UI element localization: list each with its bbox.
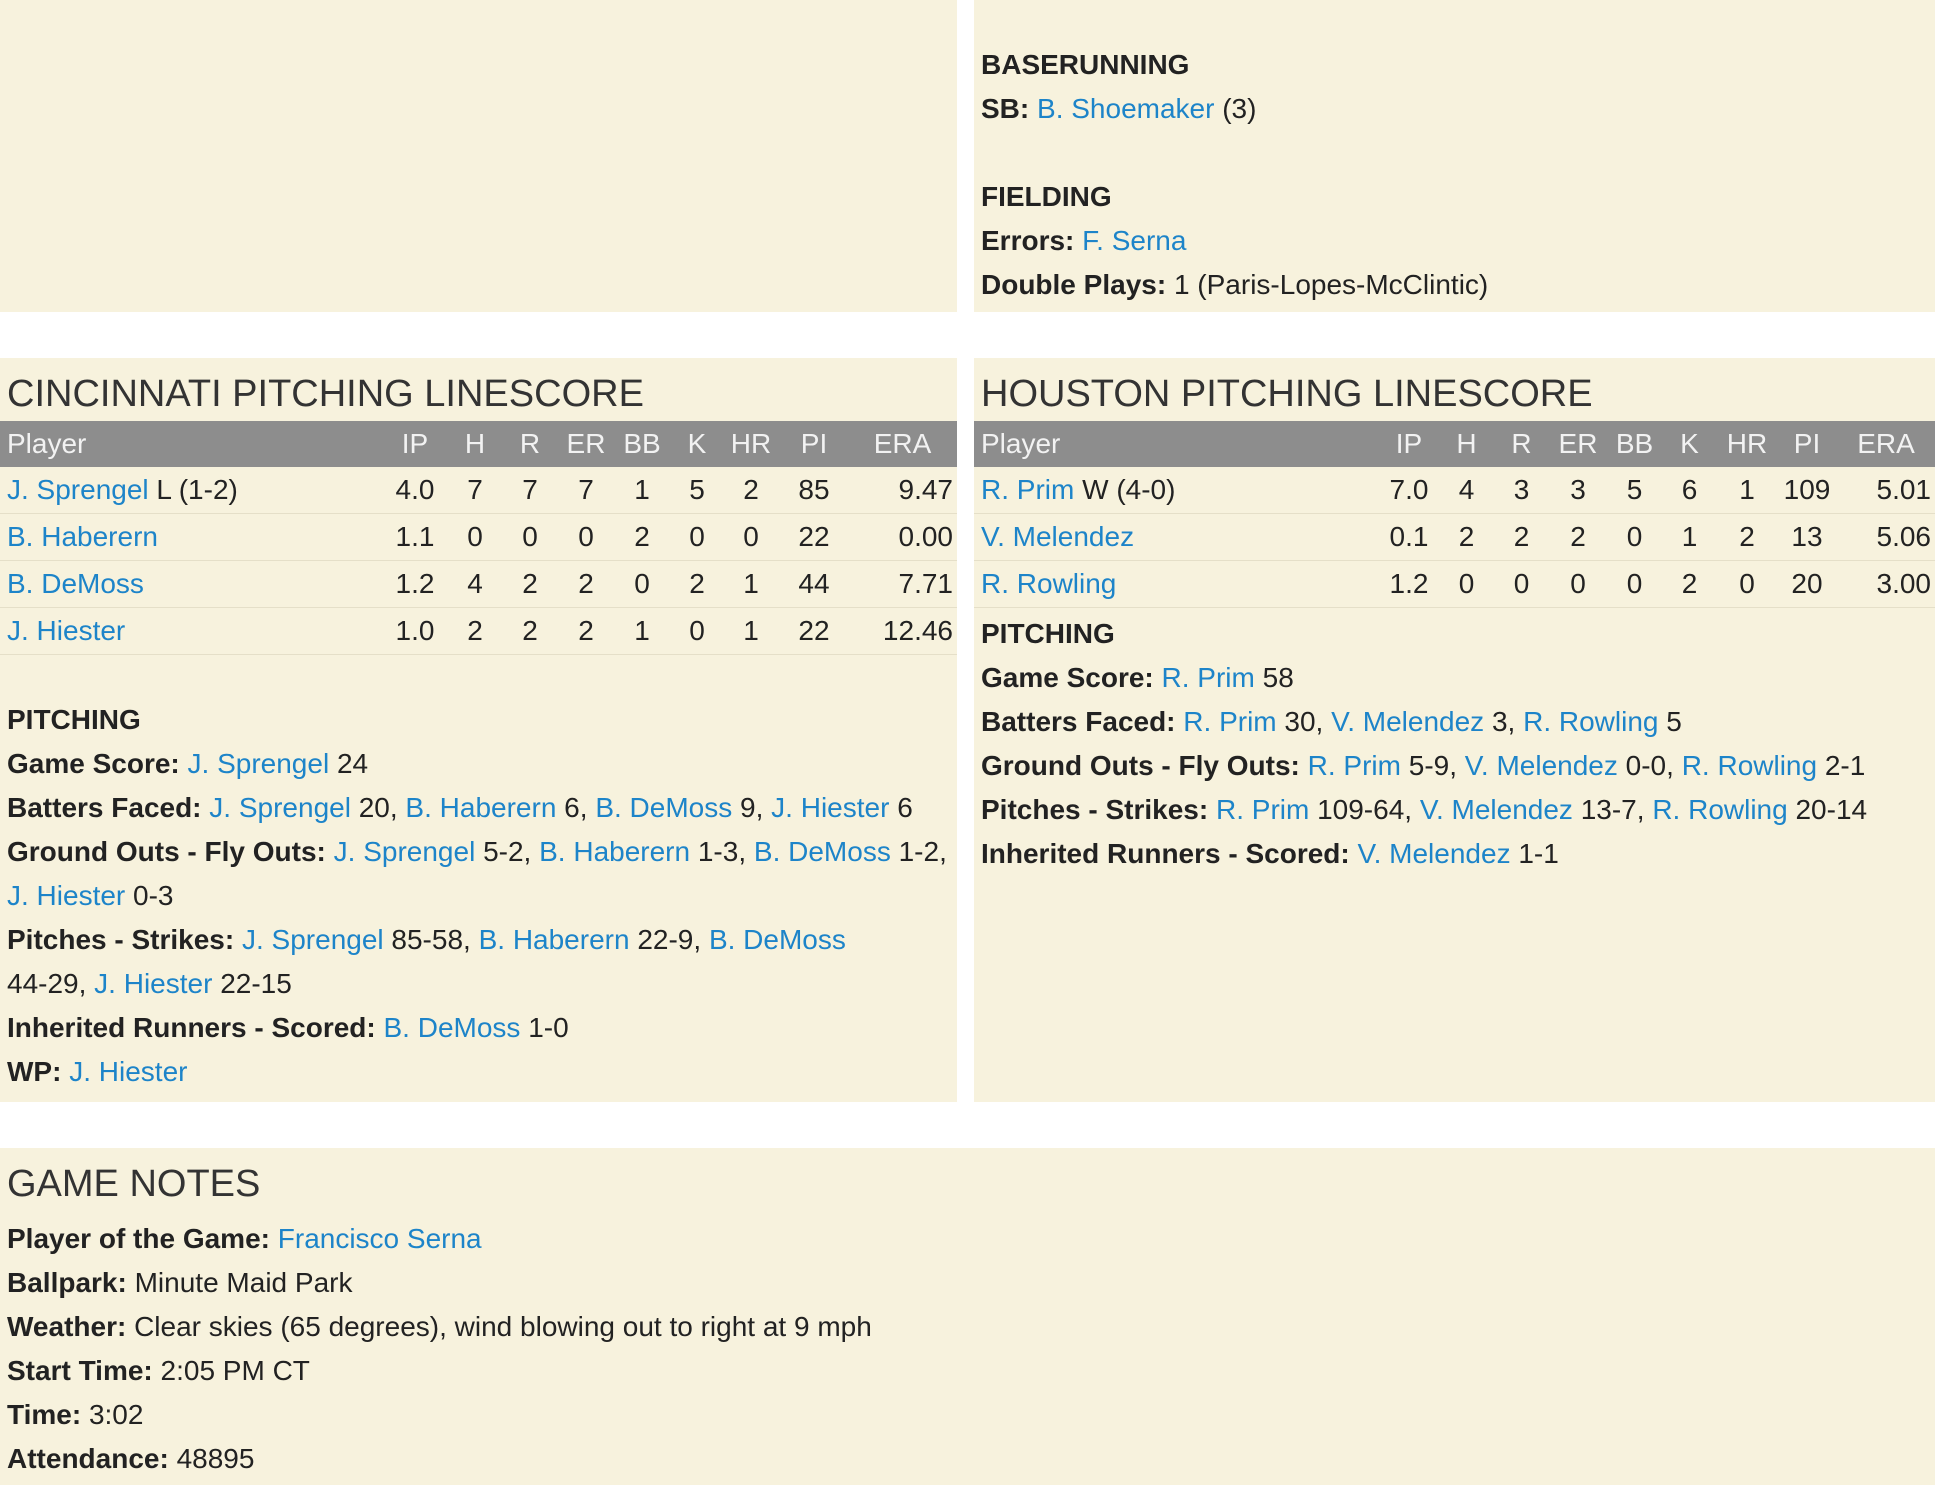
start-time-value: 2:05 PM CT [152, 1355, 310, 1386]
fielding-heading: FIELDING [981, 181, 1112, 212]
stat-cell-pi: 22 [780, 514, 848, 561]
stat-list [242, 924, 846, 955]
player-cell [974, 514, 1379, 561]
player-link[interactable]: R. Prim [1215, 794, 1310, 825]
player-link[interactable]: B. DeMoss [753, 836, 891, 867]
stat-list [69, 1056, 187, 1087]
player-link[interactable]: J. Sprengel [241, 924, 384, 955]
stat-cell-pi: 44 [780, 561, 848, 608]
stat-cell-k: 2 [672, 561, 722, 608]
player-link[interactable]: B. DeMoss [708, 924, 846, 955]
stat-cell-bb: 5 [1607, 467, 1662, 514]
start-time-line [7, 1349, 310, 1393]
stat-cell-hr: 0 [1717, 561, 1777, 608]
stat-cell-hr: 1 [1717, 467, 1777, 514]
table-row [974, 467, 1935, 514]
game-time-line [7, 1393, 143, 1437]
player-link[interactable]: V. Melendez [1419, 794, 1573, 825]
stat-value: 9, [732, 792, 772, 823]
stat-list [1183, 706, 1682, 737]
errors-line [981, 219, 1186, 263]
stat-cell-h: 2 [450, 608, 500, 655]
cincinnati-pitching-panel [0, 358, 957, 1102]
player-link[interactable]: J. Sprengel [333, 836, 476, 867]
stat-cell-h: 4 [1439, 467, 1494, 514]
table-row [0, 608, 957, 655]
stat-cell-k: 0 [672, 608, 722, 655]
stat-cell-pi: 109 [1777, 467, 1837, 514]
player-cell [0, 514, 380, 561]
stat-value: 5-2, [475, 836, 540, 867]
column-header: PI [780, 421, 848, 467]
player-of-game-label: Player of the Game: [7, 1223, 270, 1254]
player-link[interactable]: V. Melendez [1464, 750, 1618, 781]
stat-cell-pi: 22 [780, 608, 848, 655]
stolen-bases-line [981, 87, 1256, 131]
stat-cell-ip: 4.0 [380, 467, 450, 514]
stat-cell-era: 5.01 [1837, 467, 1935, 514]
stat-cell-ip: 7.0 [1379, 467, 1439, 514]
groundouts-flyouts-label: Ground Outs - Fly Outs: [7, 836, 326, 867]
column-header: H [1439, 421, 1494, 467]
stat-cell-r: 2 [500, 561, 560, 608]
player-link[interactable]: B. DeMoss [595, 792, 733, 823]
baserunning-heading: BASERUNNING [981, 49, 1190, 80]
player-link[interactable]: J. Hiester [69, 1056, 188, 1087]
stat-cell-k: 6 [1662, 467, 1717, 514]
groundouts-flyouts-line [7, 830, 947, 874]
column-header: BB [1607, 421, 1662, 467]
column-header: H [450, 421, 500, 467]
stat-cell-er: 3 [1549, 467, 1607, 514]
inherited-runners-line [7, 1006, 569, 1050]
stat-cell-k: 0 [672, 514, 722, 561]
column-header: Player [974, 421, 1379, 467]
player-cell [0, 608, 380, 655]
player-link[interactable]: B. Shoemaker [1037, 93, 1215, 124]
pitches-strikes-line [7, 918, 846, 962]
errors-label: Errors: [981, 225, 1075, 256]
stat-cell-pi: 20 [1777, 561, 1837, 608]
player-link[interactable]: R. Prim [1161, 662, 1255, 693]
stat-cell-r: 0 [1494, 561, 1549, 608]
stat-list [384, 1012, 569, 1043]
stat-list [334, 836, 947, 867]
stat-cell-h: 4 [450, 561, 500, 608]
player-link[interactable]: J. Hiester [94, 968, 213, 999]
houston-linescore-title: HOUSTON PITCHING LINESCORE [981, 373, 1593, 415]
stat-cell-ip: 0.1 [1379, 514, 1439, 561]
stat-cell-bb: 1 [612, 467, 672, 514]
stat-cell-h: 2 [1439, 514, 1494, 561]
groundouts-flyouts-line [981, 744, 1865, 788]
stat-cell-hr: 0 [722, 514, 780, 561]
player-link[interactable]: R. Prim [1183, 706, 1277, 737]
weather-label: Weather: [7, 1311, 127, 1342]
stat-value: 20, [350, 792, 406, 823]
stat-list [1162, 662, 1294, 693]
player-cell [0, 467, 380, 514]
column-header: IP [1379, 421, 1439, 467]
player-cell [974, 467, 1379, 514]
double-plays-label: Double Plays: [981, 269, 1167, 300]
stat-value: 1-3, [690, 836, 754, 867]
stat-cell-k: 5 [672, 467, 722, 514]
stat-cell-era: 0.00 [848, 514, 957, 561]
player-link[interactable]: B. Haberern [405, 792, 557, 823]
table-row [0, 467, 957, 514]
stat-list [1308, 750, 1866, 781]
column-header: IP [380, 421, 450, 467]
game-time-value: 3:02 [81, 1399, 144, 1430]
stat-cell-bb: 0 [612, 561, 672, 608]
stat-cell-bb: 2 [612, 514, 672, 561]
stat-cell-r: 2 [1494, 514, 1549, 561]
stat-cell-bb: 0 [1607, 514, 1662, 561]
column-header: PI [1777, 421, 1837, 467]
game-score-label: Game Score: [7, 748, 180, 779]
game-score-line [981, 656, 1294, 700]
stat-cell-k: 2 [1662, 561, 1717, 608]
stat-value: 1-0 [520, 1012, 569, 1043]
player-link[interactable]: B. DeMoss [7, 568, 144, 599]
stat-cell-ip: 1.1 [380, 514, 450, 561]
stat-value: 22-15 [212, 968, 292, 999]
player-link[interactable]: V. Melendez [1331, 706, 1485, 737]
table-row [0, 514, 957, 561]
stat-cell-hr: 2 [722, 467, 780, 514]
stat-cell-era: 3.00 [1837, 561, 1935, 608]
table-row [0, 561, 957, 608]
pitches-strikes-line [981, 788, 1867, 832]
stat-value: 44-29, [7, 968, 95, 999]
stat-cell-r: 7 [500, 467, 560, 514]
stat-cell-era: 9.47 [848, 467, 957, 514]
sb-label: SB: [981, 93, 1030, 124]
player-link[interactable]: R. Rowling [1681, 750, 1818, 781]
stat-cell-pi: 13 [1777, 514, 1837, 561]
stat-cell-bb: 0 [1607, 561, 1662, 608]
pitches-strikes-label: Pitches - Strikes: [981, 794, 1209, 825]
stat-cell-r: 2 [500, 608, 560, 655]
column-header: R [1494, 421, 1549, 467]
player-cell [974, 561, 1379, 608]
stat-list [1358, 838, 1559, 869]
stat-cell-hr: 1 [722, 561, 780, 608]
houston-pitching-panel [974, 358, 1935, 1102]
stat-value: 22-9, [629, 924, 709, 955]
stat-value: 1-2, [890, 836, 947, 867]
stat-value: 1-1 [1510, 838, 1559, 869]
column-header: ERA [848, 421, 957, 467]
pitches-strikes-label: Pitches - Strikes: [7, 924, 235, 955]
stat-value: 0-0, [1617, 750, 1682, 781]
stat-value: 85-58, [383, 924, 479, 955]
houston-linescore-table [974, 421, 1935, 608]
player-link[interactable]: J. Hiester [7, 880, 126, 911]
column-header: BB [612, 421, 672, 467]
inherited-runners-line [981, 832, 1559, 876]
player-link[interactable]: J. Sprengel [187, 748, 330, 779]
stat-cell-hr: 1 [722, 608, 780, 655]
player-link[interactable]: B. Haberern [539, 836, 691, 867]
attendance-value: 48895 [168, 1443, 255, 1474]
stat-cell-er: 0 [1549, 561, 1607, 608]
stat-cell-ip: 1.0 [380, 608, 450, 655]
attendance-label: Attendance: [7, 1443, 169, 1474]
pitches-strikes-line-cont [7, 962, 292, 1006]
column-header: K [1662, 421, 1717, 467]
wild-pitch-label: WP: [7, 1056, 62, 1087]
weather-line [7, 1305, 872, 1349]
stat-value: 2-1 [1817, 750, 1866, 781]
player-link[interactable]: R. Rowling [1523, 706, 1659, 737]
column-header: HR [1717, 421, 1777, 467]
column-header: Player [0, 421, 380, 467]
player-link[interactable]: V. Melendez [1357, 838, 1511, 869]
pitching-heading: PITCHING [981, 618, 1115, 649]
start-time-label: Start Time: [7, 1355, 153, 1386]
sb-count: (3) [1214, 93, 1257, 124]
cincinnati-linescore-table [0, 421, 957, 655]
game-score-line [7, 742, 368, 786]
stat-cell-hr: 2 [1717, 514, 1777, 561]
game-time-label: Time: [7, 1399, 82, 1430]
player-link[interactable]: Francisco Serna [277, 1223, 482, 1254]
stat-cell-h: 7 [450, 467, 500, 514]
stat-value: 24 [329, 748, 369, 779]
stat-cell-era: 5.06 [1837, 514, 1935, 561]
player-link[interactable]: B. Haberern [478, 924, 630, 955]
attendance-line [7, 1437, 254, 1481]
ballpark-line [7, 1261, 352, 1305]
stat-value: 30, [1276, 706, 1332, 737]
player-link[interactable]: R. Rowling [1652, 794, 1788, 825]
game-notes-panel [0, 1148, 1935, 1485]
stat-cell-er: 7 [560, 467, 612, 514]
column-header: ERA [1837, 421, 1935, 467]
ballpark-label: Ballpark: [7, 1267, 127, 1298]
stat-value: 5-9, [1400, 750, 1465, 781]
stat-value: 0-3 [125, 880, 174, 911]
inherited-runners-label: Inherited Runners - Scored: [7, 1012, 376, 1043]
batters-faced-label: Batters Faced: [7, 792, 202, 823]
double-plays-line [981, 263, 1488, 307]
stat-list [188, 748, 369, 779]
stat-cell-r: 0 [500, 514, 560, 561]
decision-note: L (1-2) [148, 474, 238, 505]
baserunning-fielding-panel [974, 0, 1935, 312]
player-link[interactable]: B. DeMoss [383, 1012, 521, 1043]
player-of-game-line [7, 1217, 482, 1261]
stat-cell-h: 0 [450, 514, 500, 561]
game-notes-title: GAME NOTES [7, 1163, 261, 1205]
table-row [974, 561, 1935, 608]
stat-cell-er: 2 [560, 608, 612, 655]
stat-cell-pi: 85 [780, 467, 848, 514]
stat-value: 58 [1254, 662, 1294, 693]
player-cell [0, 561, 380, 608]
table-header-row [974, 421, 1935, 467]
stat-cell-era: 12.46 [848, 608, 957, 655]
player-link[interactable]: J. Sprengel [7, 474, 149, 505]
player-link[interactable]: R. Prim [981, 474, 1075, 505]
player-link[interactable]: J. Hiester [7, 615, 126, 646]
batters-faced-line [981, 700, 1682, 744]
stat-list [7, 880, 174, 911]
stat-list [1216, 794, 1867, 825]
pitching-heading: PITCHING [7, 704, 141, 735]
stat-cell-h: 0 [1439, 561, 1494, 608]
ballpark-value: Minute Maid Park [126, 1267, 353, 1298]
player-link[interactable]: J. Sprengel [209, 792, 351, 823]
cincinnati-linescore-title: CINCINNATI PITCHING LINESCORE [7, 373, 644, 415]
stat-cell-ip: 1.2 [380, 561, 450, 608]
stat-list [7, 968, 292, 999]
column-header: R [500, 421, 560, 467]
decision-note: W (4-0) [1074, 474, 1176, 505]
player-link[interactable]: F. Serna [1082, 225, 1187, 256]
stat-cell-k: 1 [1662, 514, 1717, 561]
stat-cell-bb: 1 [612, 608, 672, 655]
wild-pitch-line [7, 1050, 187, 1094]
top-left-panel [0, 0, 957, 312]
stat-value: 20-14 [1787, 794, 1868, 825]
double-plays-value: 1 (Paris-Lopes-McClintic) [1166, 269, 1489, 300]
column-header: K [672, 421, 722, 467]
column-header: ER [560, 421, 612, 467]
column-header: HR [722, 421, 780, 467]
game-score-label: Game Score: [981, 662, 1154, 693]
stat-value: 3, [1484, 706, 1524, 737]
stat-value: 13-7, [1572, 794, 1653, 825]
stat-cell-er: 2 [1549, 514, 1607, 561]
stat-list [209, 792, 912, 823]
stat-cell-era: 7.71 [848, 561, 957, 608]
player-link[interactable]: J. Hiester [771, 792, 890, 823]
stat-value: 6 [889, 792, 913, 823]
column-header: ER [1549, 421, 1607, 467]
table-header-row [0, 421, 957, 467]
player-link[interactable]: B. Haberern [7, 521, 158, 552]
weather-value: Clear skies (65 degrees), wind blowing out to right at 9 mph [126, 1311, 872, 1342]
groundouts-flyouts-line-cont [7, 874, 174, 918]
table-row [974, 514, 1935, 561]
batters-faced-label: Batters Faced: [981, 706, 1176, 737]
stat-value: 6, [556, 792, 596, 823]
stat-value: 109-64, [1309, 794, 1420, 825]
player-link[interactable]: R. Rowling [981, 568, 1117, 599]
stat-cell-r: 3 [1494, 467, 1549, 514]
player-link[interactable]: V. Melendez [981, 521, 1135, 552]
player-link[interactable]: R. Prim [1307, 750, 1401, 781]
stat-value: 5 [1658, 706, 1682, 737]
stat-cell-er: 0 [560, 514, 612, 561]
batters-faced-line [7, 786, 913, 830]
inherited-runners-label: Inherited Runners - Scored: [981, 838, 1350, 869]
stat-cell-er: 2 [560, 561, 612, 608]
stat-cell-ip: 1.2 [1379, 561, 1439, 608]
groundouts-flyouts-label: Ground Outs - Fly Outs: [981, 750, 1300, 781]
